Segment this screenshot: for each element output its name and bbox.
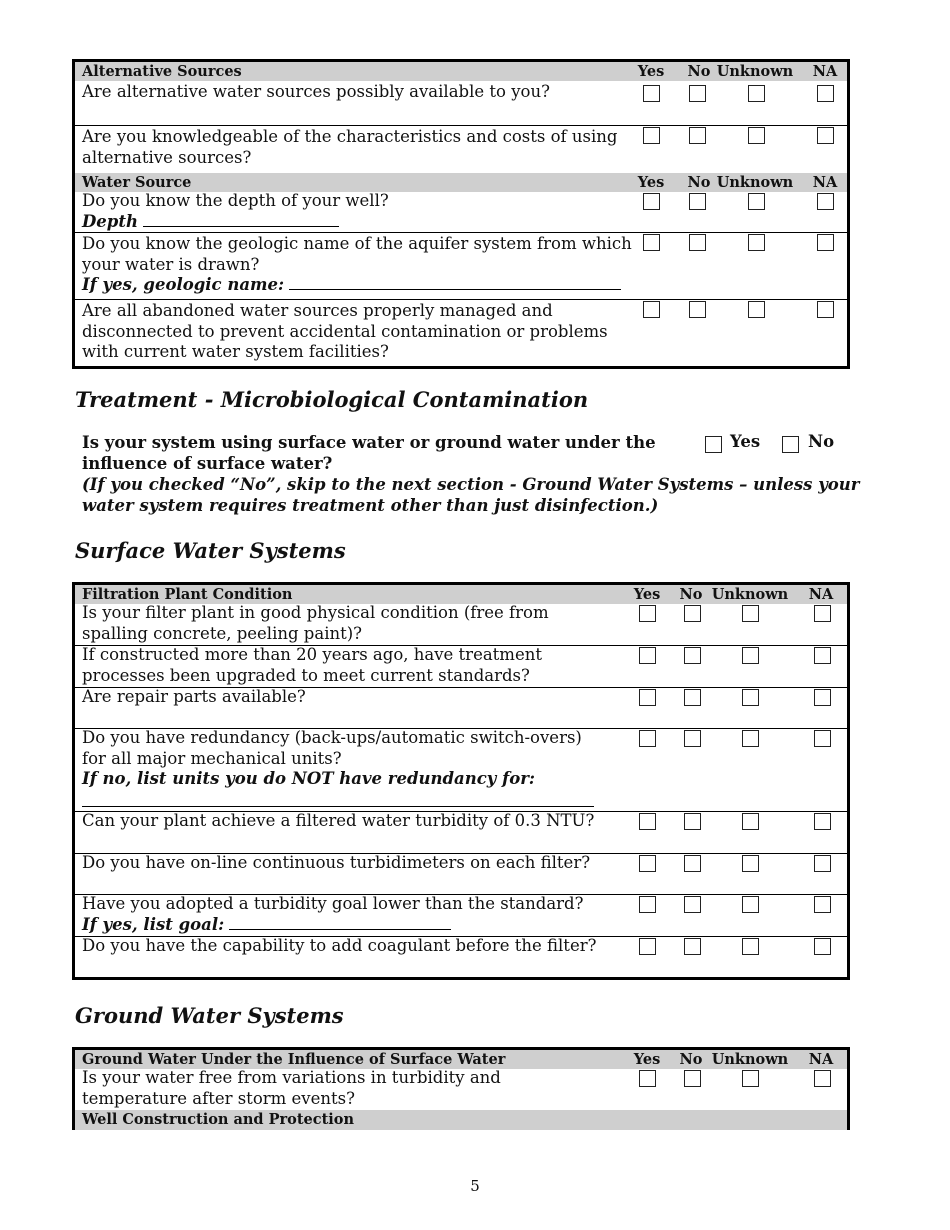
col-yes: Yes [633, 586, 661, 603]
na-checkbox[interactable] [814, 896, 831, 913]
group-title: Alternative Sources [82, 63, 242, 80]
yes-checkbox[interactable] [643, 85, 660, 102]
question-text: disconnected to prevent accidental contamination or problems [82, 321, 608, 341]
question-text: Are you knowledgeable of the characteristics and costs of using [82, 127, 618, 146]
question-text: alternative sources? [82, 147, 252, 167]
na-checkbox[interactable] [814, 605, 831, 622]
unknown-checkbox[interactable] [742, 855, 759, 872]
group-title: Filtration Plant Condition [82, 586, 293, 603]
redundancy-field[interactable] [82, 790, 594, 807]
col-na: NA [812, 174, 838, 191]
unknown-checkbox[interactable] [742, 813, 759, 830]
field-label: If no, list units you do NOT have redundancy for: [82, 769, 535, 788]
treatment-note: water system requires treatment other than just disinfection.) [82, 496, 659, 515]
question-row [75, 936, 847, 977]
na-checkbox[interactable] [814, 813, 831, 830]
unknown-checkbox[interactable] [742, 730, 759, 747]
col-yes: Yes [637, 174, 665, 191]
na-checkbox[interactable] [817, 85, 834, 102]
question-text: Is your water free from variations in turbidity and [82, 1068, 501, 1087]
surface-heading: Surface Water Systems [75, 538, 346, 563]
na-checkbox[interactable] [814, 730, 831, 747]
no-checkbox[interactable] [684, 1070, 701, 1087]
question-row [75, 299, 847, 366]
no-checkbox[interactable] [684, 605, 701, 622]
yes-checkbox[interactable] [643, 193, 660, 210]
treatment-note: (If you checked “No”, skip to the next section - Ground Water Systems – unless your [82, 475, 860, 494]
question-row [75, 1069, 847, 1110]
yes-checkbox[interactable] [643, 301, 660, 318]
well-construction-header [75, 1110, 847, 1130]
field-label: Depth [82, 211, 138, 231]
yes-checkbox[interactable] [639, 1070, 656, 1087]
yes-checkbox[interactable] [639, 730, 656, 747]
question-text: Can your plant achieve a filtered water turbidity of 0.3 NTU? [82, 811, 595, 830]
unknown-checkbox[interactable] [742, 938, 759, 955]
col-unknown: Unknown [716, 63, 794, 80]
question-row [75, 232, 847, 299]
question-text: your water is drawn? [82, 254, 260, 274]
page-number: 5 [470, 1177, 480, 1195]
turbidity-goal-field[interactable] [229, 915, 451, 930]
na-checkbox[interactable] [817, 127, 834, 144]
question-text: Do you have the capability to add coagulant before the filter? [82, 936, 597, 955]
unknown-checkbox[interactable] [742, 647, 759, 664]
group-title: Water Source [82, 174, 192, 191]
col-no: No [679, 1051, 703, 1068]
ground-heading: Ground Water Systems [75, 1003, 344, 1028]
surface-no-checkbox[interactable] [782, 436, 799, 453]
yes-checkbox[interactable] [643, 127, 660, 144]
na-checkbox[interactable] [814, 689, 831, 706]
no-checkbox[interactable] [689, 127, 706, 144]
question-row [75, 894, 847, 936]
field-label: If yes, geologic name: [82, 275, 285, 294]
na-checkbox[interactable] [817, 301, 834, 318]
question-text: processes been upgraded to meet current standards? [82, 665, 530, 685]
group-title: Ground Water Under the Influence of Surface Water [82, 1051, 506, 1068]
question-text: Are alternative water sources possibly available to you? [82, 82, 550, 101]
treatment-heading: Treatment - Microbiological Contamination [75, 387, 589, 412]
yes-checkbox[interactable] [639, 605, 656, 622]
depth-field[interactable] [143, 212, 339, 227]
question-text: Do you have on-line continuous turbidimeters on each filter? [82, 853, 591, 872]
na-checkbox[interactable] [814, 855, 831, 872]
gwudi-header [75, 1050, 847, 1069]
question-text: Do you have redundancy (back-ups/automatic switch-overs) [82, 728, 582, 747]
yes-label: Yes [730, 432, 761, 451]
unknown-checkbox[interactable] [742, 689, 759, 706]
question-text: Are all abandoned water sources properly managed and [82, 301, 553, 320]
no-checkbox[interactable] [684, 689, 701, 706]
question-row [75, 728, 847, 811]
yes-checkbox[interactable] [639, 896, 656, 913]
yes-checkbox[interactable] [639, 647, 656, 664]
water-source-header [75, 173, 847, 192]
na-checkbox[interactable] [814, 1070, 831, 1087]
no-checkbox[interactable] [684, 647, 701, 664]
question-text: Are repair parts available? [82, 687, 306, 706]
na-checkbox[interactable] [817, 234, 834, 251]
col-yes: Yes [637, 63, 665, 80]
col-no: No [679, 586, 703, 603]
col-na: NA [812, 63, 838, 80]
question-text: Is your filter plant in good physical condition (free from [82, 603, 549, 622]
water-source-table [72, 59, 850, 369]
yes-checkbox[interactable] [643, 234, 660, 251]
no-checkbox[interactable] [684, 855, 701, 872]
question-row [75, 192, 847, 232]
no-checkbox[interactable] [689, 193, 706, 210]
col-no: No [687, 174, 711, 191]
unknown-checkbox[interactable] [748, 193, 765, 210]
no-checkbox[interactable] [689, 301, 706, 318]
col-unknown: Unknown [711, 1051, 789, 1068]
question-text: Do you know the geologic name of the aquifer system from which [82, 234, 632, 253]
filtration-header [75, 585, 847, 604]
group-title: Well Construction and Protection [82, 1111, 354, 1128]
no-checkbox[interactable] [684, 938, 701, 955]
col-na: NA [808, 586, 834, 603]
col-unknown: Unknown [716, 174, 794, 191]
question-text: for all major mechanical units? [82, 748, 342, 768]
unknown-checkbox[interactable] [748, 127, 765, 144]
no-checkbox[interactable] [689, 234, 706, 251]
yes-checkbox[interactable] [639, 855, 656, 872]
question-text: Do you know the depth of your well? [82, 191, 389, 210]
no-checkbox[interactable] [684, 730, 701, 747]
question-row [75, 125, 847, 173]
question-row [75, 811, 847, 853]
question-text: Is your system using surface water or ground water under the [82, 433, 656, 452]
unknown-checkbox[interactable] [748, 301, 765, 318]
question-row [75, 604, 847, 645]
question-text: influence of surface water? [82, 454, 333, 473]
question-text: spalling concrete, peeling paint)? [82, 623, 363, 643]
na-checkbox[interactable] [814, 938, 831, 955]
field-label: If yes, list goal: [82, 914, 225, 934]
filtration-table [72, 582, 850, 980]
col-no: No [687, 63, 711, 80]
na-checkbox[interactable] [817, 193, 834, 210]
yes-checkbox[interactable] [639, 938, 656, 955]
unknown-checkbox[interactable] [742, 1070, 759, 1087]
no-label: No [808, 432, 835, 451]
question-text: temperature after storm events? [82, 1088, 355, 1108]
yes-checkbox[interactable] [639, 813, 656, 830]
question-row [75, 687, 847, 728]
na-checkbox[interactable] [814, 647, 831, 664]
col-unknown: Unknown [711, 586, 789, 603]
ground-water-table [72, 1047, 850, 1130]
question-text: with current water system facilities? [82, 342, 389, 361]
question-row [75, 645, 847, 687]
no-checkbox[interactable] [689, 85, 706, 102]
question-text: If constructed more than 20 years ago, have treatment [82, 645, 542, 664]
unknown-checkbox[interactable] [742, 605, 759, 622]
question-row [75, 81, 847, 125]
no-checkbox[interactable] [684, 813, 701, 830]
col-yes: Yes [633, 1051, 661, 1068]
no-checkbox[interactable] [684, 896, 701, 913]
question-text: Have you adopted a turbidity goal lower than the standard? [82, 894, 584, 913]
surface-yes-checkbox[interactable] [705, 436, 722, 453]
unknown-checkbox[interactable] [748, 234, 765, 251]
geologic-name-field[interactable] [289, 275, 621, 290]
col-na: NA [808, 1051, 834, 1068]
question-row [75, 853, 847, 894]
alternative-sources-header [75, 62, 847, 81]
unknown-checkbox[interactable] [748, 85, 765, 102]
yes-checkbox[interactable] [639, 689, 656, 706]
unknown-checkbox[interactable] [742, 896, 759, 913]
